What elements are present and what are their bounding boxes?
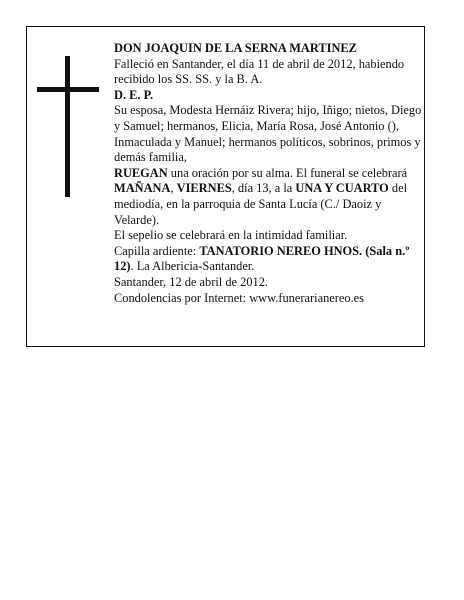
funeral-manana: MAÑANA [114,181,171,196]
obituary-notice [26,26,425,347]
funeral-text-2: , día 13, a la [231,181,296,196]
death-line: Falleció en Santander, el día 11 de abril de 2012, habiendo recibido los SS. SS. y la B. A. [114,56,405,87]
chapel-tanatorio: TANATORIO NEREO HNOS. (Sala n.º 12) [114,243,410,274]
deceased-name: DON JOAQUIN DE LA SERNA MARTINEZ [114,41,357,55]
family-line: Su esposa, Modesta Hernáiz Rivera; hijo, Iñigo; nietos, Diego y Samuel; hermanos, Elicia, María Rosa, José Antonio (), Inmaculada y Manuel; hermanos políticos, sobrinos, primos y demás familia, [114,103,422,165]
chapel-text-1: Capilla ardiente: [114,243,200,258]
cross-vertical-bar [65,56,70,197]
cross-icon [37,56,99,197]
funeral-paragraph [114,166,422,228]
funeral-viernes: VIERNES [176,181,232,196]
ruegan-text: RUEGAN [114,165,168,180]
burial-line: El sepelio se celebrará en la intimidad familiar. [114,228,348,243]
funeral-comma: , [170,181,177,196]
chapel-text-2: . La Albericia-Santander. [130,259,255,274]
funeral-text-3: del mediodía, en la parroquia de Santa Lucía (C./ Daoiz y Velarde). [114,181,408,227]
condolences-line: Condolencias por Internet: www.funerarianereo.es [114,290,365,305]
funeral-text-1: una oración por su alma. El funeral se celebrará [167,165,408,180]
cross-horizontal-bar [37,87,99,92]
chapel-paragraph [114,244,422,275]
funeral-hour: UNA Y CUARTO [295,181,389,196]
notice-text [114,41,422,306]
rip-line: D. E. P. [114,87,154,102]
place-date: Santander, 12 de abril de 2012. [114,274,268,289]
